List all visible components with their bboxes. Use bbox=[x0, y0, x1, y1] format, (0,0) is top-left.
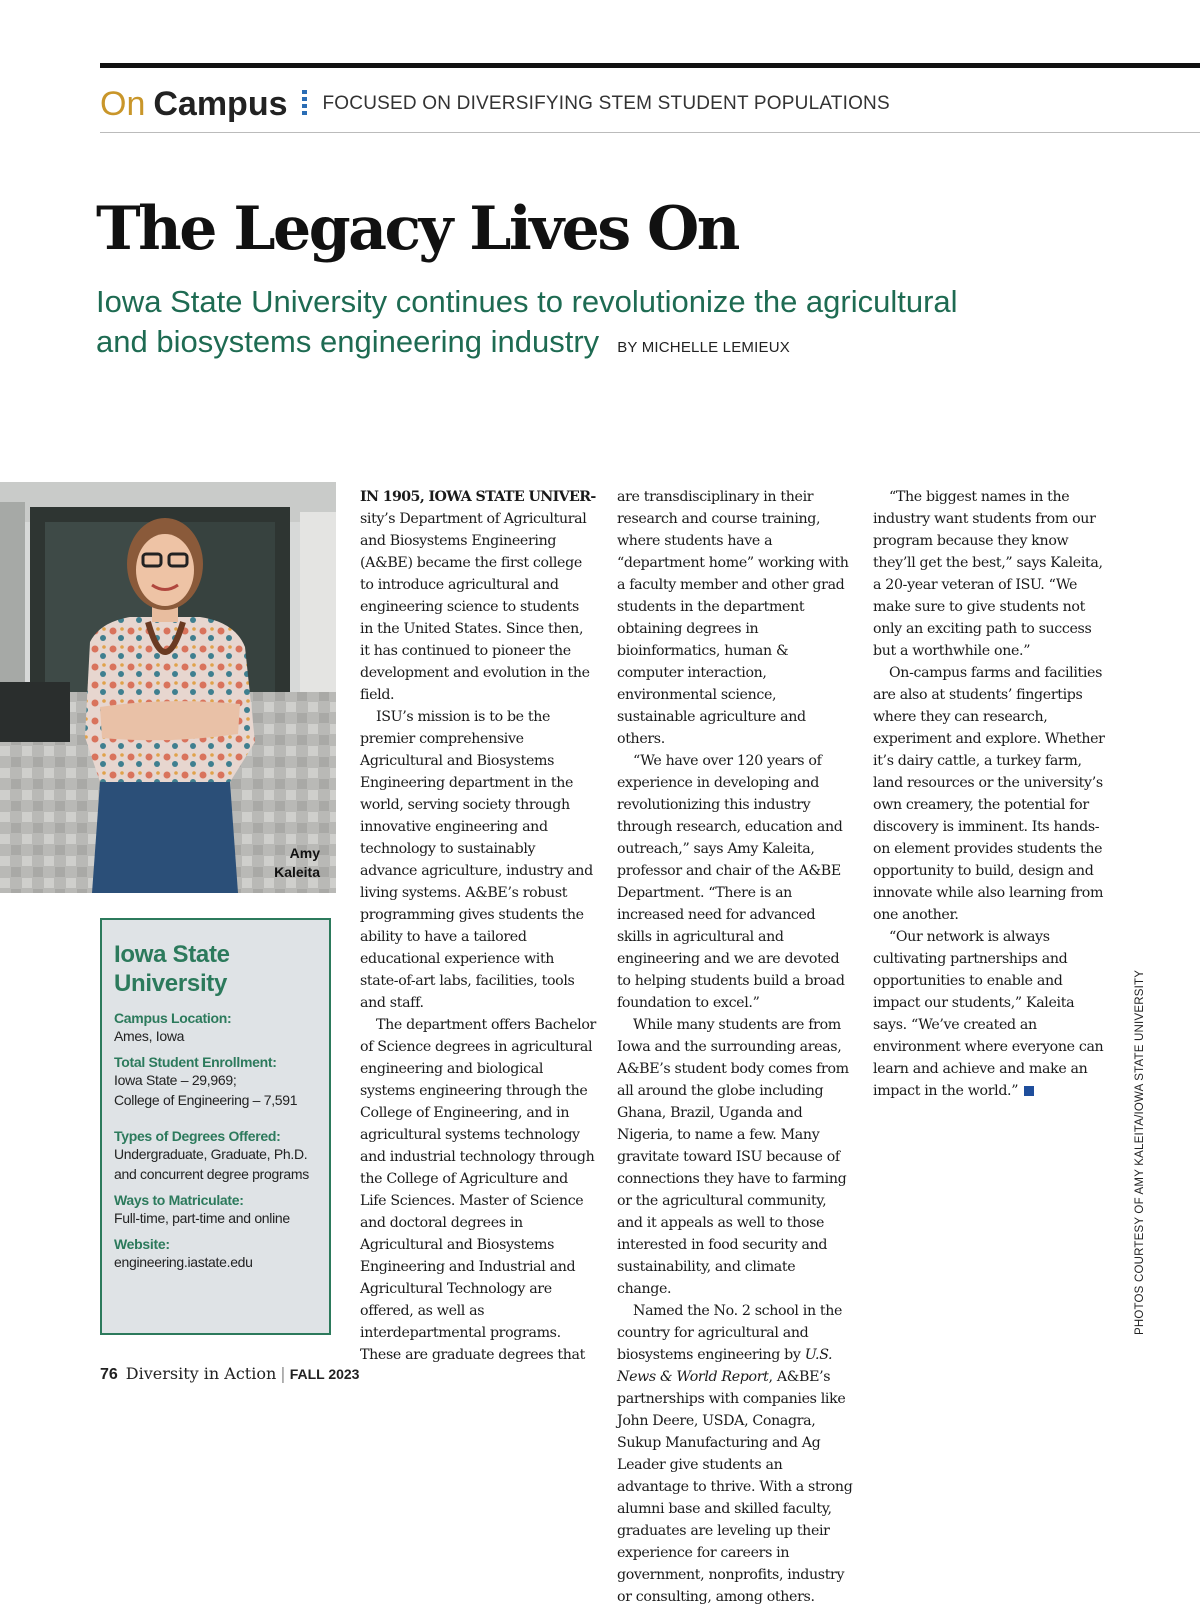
paragraph-6-rest: , A&BE’s partnerships with companies like John Deere, USDA, Conagra, Sukup Manufacturing and Ag Leader give students an advantage to thrive. With a strong alumni base and skilled faculty, graduates are leveling up their experience for careers in government, nonprofits, industry or consulting, among others. bbox=[617, 1369, 853, 1605]
page-number: 76 bbox=[100, 1366, 118, 1383]
section-campus: Campus bbox=[153, 84, 288, 123]
footer-separator: | bbox=[280, 1364, 286, 1383]
paragraph-4: “We have over 120 years of experience in developing and revolutionizing this industry through research, education and outreach,” says Amy Kaleita, professor and chair of the A&BE Department. “There is an increased need for advanced skills in agricultural and engineering and we are devoted to helping students build a broad foundation to excel.” bbox=[617, 753, 845, 1011]
section-subtitle: FOCUSED ON DIVERSIFYING STEM STUDENT POPULATIONS bbox=[322, 93, 890, 114]
fact-box-title: Iowa State University bbox=[114, 941, 230, 997]
body-column-3 bbox=[873, 486, 1109, 1102]
caption-line-2: Kaleita bbox=[274, 864, 320, 880]
paragraph-9 bbox=[873, 926, 1109, 1102]
end-mark-icon bbox=[1024, 1086, 1034, 1096]
byline: BY MICHELLE LEMIEUX bbox=[617, 339, 790, 356]
fact-value: Ames, Iowa bbox=[114, 1028, 185, 1044]
paragraph-1-text: sity’s Department of Agricultural and Biosystems Engineering (A&BE) became the first college to introduce agricultural and engineering science to students in the United States. Since then, it has continued to pioneer the development and evolution in the field. bbox=[360, 511, 590, 703]
fact-enrollment bbox=[114, 1054, 317, 1110]
fact-box bbox=[100, 918, 331, 1335]
publication-name: U.S. News & World Report bbox=[617, 1347, 833, 1385]
fact-campus-location bbox=[114, 1010, 317, 1046]
caption-line-1: Amy bbox=[289, 845, 320, 861]
paragraph-8: On-campus farms and facilities are also at students’ fingertips where they can research, experiment and explore. Whether it’s dairy cattle, a turkey farm, land resources or the university’s own creamery, the potential for discovery is imminent. Its hands-on element provides students the opportunity to build, design and innovate while also learning from one another. bbox=[873, 665, 1105, 923]
body-column-2 bbox=[617, 486, 853, 1608]
paragraph-7: “The biggest names in the industry want students from our program because they know they’ll get the best,” says Kaleita, a 20-year veteran of ISU. “We make sure to give students not only an exciting path to success but a worthwhile one.” bbox=[873, 489, 1103, 659]
fact-value: Undergraduate, Graduate, Ph.D. and concurrent degree programs bbox=[114, 1146, 309, 1182]
section-header bbox=[100, 82, 890, 126]
paragraph-3: The department offers Bachelor of Science degrees in agricultural engineering and biological systems engineering through the College of Engineering, and in agricultural systems technology and industrial technology through the College of Agriculture and Life Sciences. Master of Science and doctoral degrees in Agricultural and Biosystems Engineering and Industrial and Agricultural Technology are offered, as well as interdepartmental programs. These are graduate degrees that bbox=[360, 1017, 596, 1363]
fact-value: Full-time, part-time and online bbox=[114, 1210, 290, 1226]
website-link[interactable]: engineering.iastate.edu bbox=[114, 1254, 253, 1270]
deck-text: Iowa State University continues to revolutionize the agricultural and biosystems engineering industry bbox=[96, 284, 958, 359]
paragraph-3-continued: are transdisciplinary in their research and course training, where students have a “department home” working with a faculty member and other grad students in the department obtaining degrees in bioinformatics, human & computer interaction, environmental science, sustainable agriculture and others. bbox=[617, 489, 849, 747]
fact-value: Iowa State – 29,969; bbox=[114, 1072, 237, 1088]
paragraph-6 bbox=[617, 1300, 853, 1608]
article-title: The Legacy Lives On bbox=[96, 194, 738, 264]
fact-value: College of Engineering – 7,591 bbox=[114, 1092, 298, 1108]
dotted-divider-icon bbox=[302, 90, 307, 118]
photo-caption bbox=[274, 844, 320, 882]
paragraph-1 bbox=[360, 486, 596, 706]
paragraph-2: ISU’s mission is to be the premier comprehensive Agricultural and Biosystems Engineering department in the world, serving society through innovative engineering and technology to sustainably advance agriculture, industry and living systems. A&BE’s robust programming gives students the ability to have a tailored educational experience with state-of-art labs, facilities, tools and staff. bbox=[360, 709, 593, 1011]
fact-matriculate bbox=[114, 1192, 317, 1228]
page-footer bbox=[100, 1364, 359, 1384]
portrait-illustration bbox=[0, 482, 336, 893]
lead-in: IN 1905, IOWA STATE UNIVER- bbox=[360, 489, 596, 505]
fact-label: Website: bbox=[114, 1236, 170, 1252]
section-on: On bbox=[100, 84, 146, 123]
issue-label: FALL 2023 bbox=[289, 1366, 360, 1382]
fact-label: Total Student Enrollment: bbox=[114, 1054, 277, 1070]
fact-label: Types of Degrees Offered: bbox=[114, 1128, 281, 1144]
article-deck bbox=[96, 282, 996, 368]
paragraph-9-text: “Our network is always cultivating partnerships and opportunities to enable and impact our students,” Kaleita says. “We’ve created an environment where everyone can learn and achieve and make an impact in the world.” bbox=[873, 929, 1104, 1099]
top-rule bbox=[100, 63, 1200, 68]
publication-title: Diversity in Action bbox=[125, 1364, 277, 1383]
fact-website bbox=[114, 1236, 317, 1272]
portrait-photo bbox=[0, 482, 336, 893]
photo-credit: PHOTOS COURTESY OF AMY KALEITA/IOWA STATE UNIVERSITY bbox=[1134, 969, 1146, 1335]
paragraph-5: While many students are from Iowa and the surrounding areas, A&BE’s student body comes from all around the globe including Ghana, Brazil, Uganda and Nigeria, to name a few. Many gravitate toward ISU because of connections they have to farming or the agricultural community, and it appeals as well to those interested in food security and sustainability, and climate change. bbox=[617, 1017, 849, 1297]
paragraph-6-text: Named the No. 2 school in the country for agricultural and biosystems engineering by bbox=[617, 1303, 843, 1363]
fact-degrees bbox=[114, 1128, 317, 1184]
fact-label: Campus Location: bbox=[114, 1010, 232, 1026]
fact-label: Ways to Matriculate: bbox=[114, 1192, 244, 1208]
body-column-1 bbox=[360, 486, 596, 1366]
header-rule bbox=[100, 132, 1200, 133]
